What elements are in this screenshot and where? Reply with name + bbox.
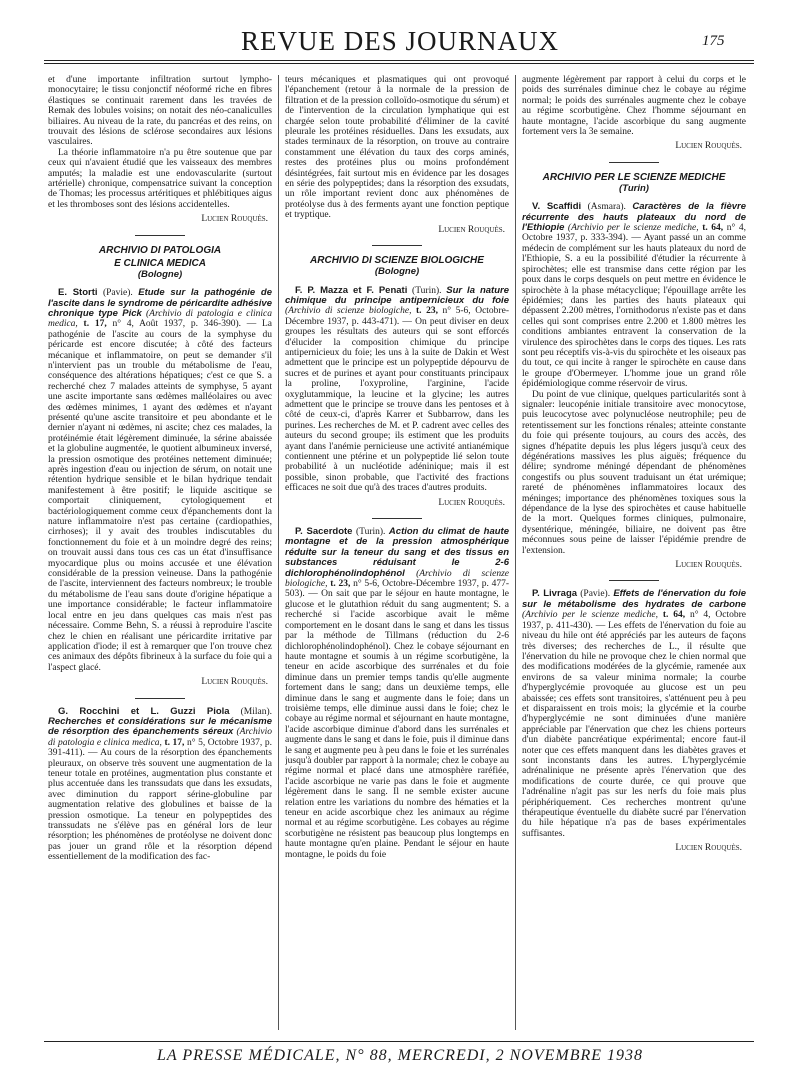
- paragraph: La théorie inflammatoire n'a pu être soutenue que par ceux qui n'avaient étudié que les vaisseaux des membres amputés; la maladie est une endovascularite (surtout artérielle) chronique, compensatrice suivant la conception de Thomas; les processus artéritiques et phlébitiques aigus et les thromboses sont des lésions accidentelles.: [48, 147, 272, 210]
- separator: [135, 235, 185, 236]
- journal-ref-end: n° 5-6, Octobre-Décembre 1937, p. 477-503). —: [285, 579, 509, 600]
- separator: [609, 580, 659, 581]
- journal-ref: (Archivio di patologia e clinica medica,: [48, 308, 272, 330]
- abstract-body: On peut diviser en deux groupes les résultats des auteurs qui se sont efforcés d'élucider la composition chimique du principe antipernicieux du foie; les uns à la suite de Dakin et West admettent que le principe est un polypeptide dépourvu de sucres et de purines et ayant pour constituants principaux la proline, l'oxyproline, l'arginine, l'acide oxyglutammique, la leucine et la glycine; les autres admettent que le principe se trouve dans les pentoses et à côté de ceux-ci, d'après Karrer et Subbarrow, dans les purines. Les recherches de M. et P. cadrent avec celles des auteurs du second groupe; ils estiment que les produits ayant dans l'anémie pernicieuse une activité antianémique contiennent une ptérine et un polypeptide lié selon toute probabilité à un nucléotide adéninique; mais il est possible, sinon probable, que l'activité des fractions efficaces ne soit due qu'à des traces d'autres produits.: [285, 316, 509, 494]
- journal-ref-end: n° 4, Octobre 1937, p. 411-430). —: [522, 610, 746, 631]
- signature: Lucien Rouquès.: [438, 224, 505, 235]
- footer-line: LA PRESSE MÉDICALE, N° 88, MERCREDI, 2 NOVEMBRE 1938: [156, 1047, 644, 1064]
- column-3: [522, 75, 746, 1040]
- author: E. Storti: [58, 287, 98, 299]
- author-city: (Turin).: [352, 527, 389, 538]
- journal-ref: (Archivio per le scienze mediche,: [564, 223, 699, 234]
- author-city: (Turin).: [407, 285, 447, 296]
- header-rule-bottom: [44, 63, 754, 64]
- journal-volume: t. 64,: [657, 610, 686, 621]
- paragraph: teurs mécaniques et plasmatiques qui ont provoqué l'épanchement (retour à la normale de la pression de filtration et de la pression colloïdo-osmotique du sérum) et de l'intervention de la circulation lymphatique qui est chargée selon toute probabilité d'éliminer de la cavité pleurale les protéines résiduelles. Dans les exsudats, aux stades terminaux de la résorption, on trouve au contraire constamment une élévation du taux des corps aminés, restes des protéines plus ou moins profondément désintégrées, fait surtout mis en évidence par les dosages en série des polypeptides; dans la résorption des exsudats, un rôle important revient donc aux phénomènes de protéolyse dus à des ferments ayant une fonction peptique et tryptique.: [285, 75, 509, 221]
- abstract: [522, 589, 746, 839]
- abstract-body: Au cours de la résorption des épanchements pleuraux, on observe très souvent une augmentation de la teneur totale en protéines, augmentation plus constante et plus accentuée dans les transsudats que dans les exsudats, avec diminution du rapport sérine-globuline par augmentation relative des globulines et baisse de la pression osmotique. La teneur en polypeptides des transsudats ne s'élève pas en général lors de leur résorption; les phénomènes de protéolyse ne doivent donc pas jouer un grand rôle et la résorption dépend essentiellement de la modification des fac-: [48, 748, 272, 863]
- author: F. P. Mazza et F. Penati: [295, 284, 408, 296]
- separator: [372, 245, 422, 246]
- running-title: REVUE DES JOURNAUX: [240, 26, 559, 56]
- journal-ref-end: n° 4, Août 1937, p. 346-390). —: [106, 319, 262, 330]
- abstract-body: On sait que par le séjour en haute montagne, le glucose et le glutathion réduit du sang augmentent; S. a recherché si l'acide ascorbique avait le même comportement en le dosant dans le sang et dans les tissus par la méthode de Tillmans (réduction du 2-6 dichlorophénolindophénol). Chez le cobaye séjournant en haute montagne et soumis à un régime scorbutigène, la teneur en acide ascorbique des surrénales et du foie diminue dans un premier temps tandis qu'elle augmente fortement dans le sang; dans un deuxième temps, elle diminue dans le sang et augmente dans le foie; dans un troisième temps, elle diminue aussi dans le foie; chez le cobaye au régime normal et séjournant en haute montagne, l'acide ascorbique diminue d'abord dans les surrénales et augmente dans le sang et dans le foie, puis il diminue dans le sang et augmente peu à peu dans le foie et les surrénales jusqu'à doubler par rapport à la normale; chez le cobaye au régime normal et placé dans une atmosphère raréfiée, l'acide ascorbique ne varie pas dans le foie et augmente légèrement dans le sang. Il ne semble exister aucune relation entre les variations du nombre des hématies et la teneur en acide ascorbique chez les animaux au régime normal et au régime scorbutigène. Les cobayes au régime scorbutigène ne résistent pas beaucoup plus longtemps en haute montagne qu'en plaine. Pendant le séjour en haute montagne, le poids du foie: [285, 589, 509, 860]
- article-title: Recherches et considérations sur le mécanisme de résorption des épanchements séreux: [48, 715, 272, 738]
- paragraph: Du point de vue clinique, quelques particularités sont à signaler: leucopénie initiale transitoire avec monocytose, puis leucocytose avec polynucléose neutrophile; peu de retentissement sur les fonctions rénales; atteinte constante du foie qui présente toujours, au cours des accès, des signes d'hépatite depuis les plus légers jusqu'à ceux des dégénérations massives les plus aiguës; fréquence du délire; syndrome méningé dépendant de phénomènes congestifs ou plus souvent traduisant un état urémique; rareté de phénomènes inflammatoires locaux des méninges; importance des phénomènes toxiques sous la dépendance de la lyse des spirochètes et cause habituelle de la mort. Quelques formes cliniques, pulmonaire, dysentérique, méningée, biliaire, ne doivent pas être méconnues sous peine de laisser l'épidémie prendre de l'extension.: [522, 389, 746, 556]
- journal-volume: t. 17,: [77, 319, 107, 330]
- author: G. Rocchini et L. Guzzi Piola: [58, 705, 230, 717]
- article-title: Etude sur la pathogénie de l'ascite dans le syndrome de péricardite adhésive chronique type Pick: [48, 287, 272, 319]
- author: P. Livraga: [532, 588, 578, 600]
- journal-volume: t. 17,: [161, 737, 185, 748]
- abstract-body: Ayant passé un an comme médecin de complément sur les hauts plateaux du nord de l'Ethiopie, S. a eu la possibilité d'étudier la récurrente à spirochètes; elle est transmise dans cette région par les poux dans le corps desquels on peut mettre en évidence le spirochète à la phase métacyclique; l'épouillage arrête les épidémies; dans les parties des hauts plateaux qui dépassent 2.200 mètres, l'ornithodorus n'existe pas et dans celles qui sont comprises entre 2.200 et 1.800 mètres les conditions ambiantes entravent la conservation de la virulence des spirochètes dans le corps des tiques. Les rats sont peu réceptifs vis-à-vis du spirochète et les oiseaux pas du tout, ce qui incite à ranger le spirochète en cause dans le groupe d'Obermeyer. L'homme joue un grand rôle épidémiologique comme réservoir de virus.: [522, 233, 746, 390]
- header-rule-top: [44, 60, 754, 61]
- column-1: [48, 75, 272, 1040]
- journal-ref: (Archivio di scienze biologiche,: [285, 568, 509, 590]
- article-title: Caractères de la fièvre récurrente des hauts plateaux du nord de l'Ethiopie: [522, 201, 746, 234]
- paragraph: augmente légèrement par rapport à celui du corps et le poids des surrénales diminue chez le cobaye au régime normal; le poids des surrénales augmente chez le cobaye au régime scorbutigène. Chez l'homme séjournant en haute montagne, l'acide ascorbique du sang augmente fortement vers la 3e semaine.: [522, 75, 746, 138]
- page-number: 175: [702, 33, 725, 49]
- column-rule: [278, 75, 279, 1030]
- abstract: [48, 707, 272, 863]
- abstract: [285, 286, 509, 494]
- journal-heading: ARCHIVIO PER LE SCIENZE MEDICHE: [542, 171, 726, 183]
- journal-ref-end: n° 5, Octobre 1937, p. 391-411). —: [48, 737, 272, 759]
- article-title: Sur la nature chimique du principe antipernicieux du foie: [285, 284, 509, 306]
- signature: Lucien Rouquès.: [201, 214, 268, 225]
- journal-ref-end: n° 5-6, Octobre-Décembre 1937, p. 443-471). —: [285, 306, 509, 327]
- author-city: (Asmara).: [581, 202, 633, 213]
- signature: Lucien Rouquès.: [438, 497, 505, 508]
- abstract-body: Les effets de l'énervation du foie au niveau du hile ont été appréciés par les auteurs de façons très diverses; des recherches de L., il résulte que l'énervation du hile ne provoque chez le chien normal que des modifications modérées de la glycémie, ramenée aux environs de sa valeur minima normale; la courbe d'hyperglycémie provoquée au glucose est un peu abaissée; ces effets sont transitoires, s'atténuent peu à peu et disparaissent en trois mois; la glycémie et la courbe d'hyperglycémie ne sont diminuées d'une manière appréciable par l'énervation que chez les chiens porteurs d'un diabète pancréatique expérimental; encore faut-il noter que ces effets manquent dans les diabètes graves et sont inconstants dans les autres. L'hyperglycémie adrénalinique ne présente après l'énervation que des modifications de courte durée, ce qui prouve que l'adrénaline n'agit pas sur les nerfs du foie mais plus périphériquement. Ces recherches montrent qu'une thérapeutique éventuelle du diabète sucré par l'énervation du hile hépatique n'a pas de bases expérimentales suffisantes.: [522, 620, 746, 839]
- column-2: [285, 75, 509, 1040]
- signature: Lucien Rouquès.: [675, 843, 742, 854]
- article-title: Effets de l'énervation du foie sur le métabolisme des hydrates de carbone: [522, 588, 746, 610]
- separator: [609, 162, 659, 163]
- abstract: [522, 202, 746, 389]
- footer-rule: [44, 1041, 754, 1042]
- journal-ref: (Archivio per le scienze mediche,: [522, 610, 658, 621]
- journal-heading: ARCHIVIO DI PATOLOGIA: [98, 244, 222, 256]
- signature: Lucien Rouquès.: [675, 560, 742, 571]
- journal-heading: ARCHIVIO DI SCIENZE BIOLOGICHE: [310, 255, 484, 267]
- journal-ref: (Archivio di scienze biologiche,: [285, 306, 412, 317]
- journal-volume: t. 23,: [327, 579, 351, 590]
- author: V. Scaffidi: [532, 201, 582, 213]
- journal-volume: t. 64,: [698, 223, 724, 234]
- journal-volume: t. 23,: [411, 306, 438, 317]
- abstract: [48, 288, 272, 673]
- journal-heading: E CLINICA MEDICA: [114, 257, 206, 269]
- paragraph: et d'une importante infiltration surtout lympho-monocytaire; le tissu conjonctif néoformé riche en fibres élastiques se continuait rarement dans les travées de Remak des lobules voisins; on notait des néo-canaliculles biliaires. Au niveau de la rate, du pancréas et des reins, on trouvait des lésions de sclérose secondaires aux lésions vasculaires.: [48, 75, 272, 148]
- author-city: (Milan).: [229, 706, 272, 717]
- author-city: (Pavie).: [97, 288, 139, 299]
- journal-ref: (Archivio di patologia e clinica medica,: [48, 727, 272, 748]
- separator: [135, 698, 185, 699]
- separator: [372, 518, 422, 519]
- journal-city: (Turin): [619, 182, 649, 194]
- abstract: [285, 527, 509, 860]
- journal-ref-end: n° 4, Octobre 1937, p. 333-394). —: [522, 223, 746, 244]
- journal-city: (Bologne): [137, 268, 183, 280]
- column-rule: [515, 75, 516, 1030]
- abstract-body: La pathogénie de l'ascite au cours de la symphyse du péricarde est encore discutée; à côté des facteurs mécanique et inflammatoire, on peut se demander s'il n'intervient pas un trouble du métabolisme de l'eau, conséquence des altérations hépatiques; c'est ce que S. a recherché chez 7 malades atteints de symphyse, 5 ayant une ascite importante sans œdèmes malléolaires ou avec des œdèmes minimes, 1 ayant des œdèmes et n'ayant présenté qu'une ascite transitoire et peu abondante et le dernier n'ayant ni œdèmes, ni ascite; chez ces malades, la protéinémie était légèrement diminuée, la sérine abaissée et la globuline augmentée, le quotient albumineux inversé, la pression osmotique des protéines nettement diminuée; après ingestion d'eau ou injection de sérum, on notait une rétention hydrique sensible et le bilan hydrique tendait manifestement à être positif; le liquide ascitique se comportait cliniquement, cytologiquement et bactériologiquement comme ceux d'épanchements dont la nature inflammatoire n'est pas certaine (cardiopathies, cirrhoses); il y avait des troubles indiscutables du fonctionnement du foie et à un moindre degré des reins; on trouvait aussi dans tous ces cas un état d'insuffisance myocardique plus ou moins accusée et une élévation considérable de la pression veineuse. Dans la pathogénie de l'ascite, interviennent des facteurs nombreux; le trouble du métabolisme de l'eau sans doute d'origine hépatique a une importance considérable; le facteur inflammatoire local entre en jeu dans quelques cas mais n'est pas nécessaire. Comme Behn, S. a réussi à reproduire l'ascite chez le chien en réalisant une péricardite irritative par application d'iode; il est à remarquer que l'on trouve chez ces animaux des dépôts fibrineux à la surface du foie qui a l'aspect glacé.: [48, 319, 272, 673]
- signature: Lucien Rouquès.: [675, 141, 742, 152]
- author: P. Sacerdote: [295, 526, 353, 538]
- signature: Lucien Rouquès.: [201, 677, 268, 688]
- author-city: (Pavie).: [577, 589, 614, 600]
- journal-city: (Bologne): [374, 266, 420, 278]
- article-title: Action du climat de haute montagne et de la pression atmosphérique réduite sur la teneur du sang et des tissus en substances réduisant le 2-6 dichlorophénolindophénol: [285, 526, 509, 579]
